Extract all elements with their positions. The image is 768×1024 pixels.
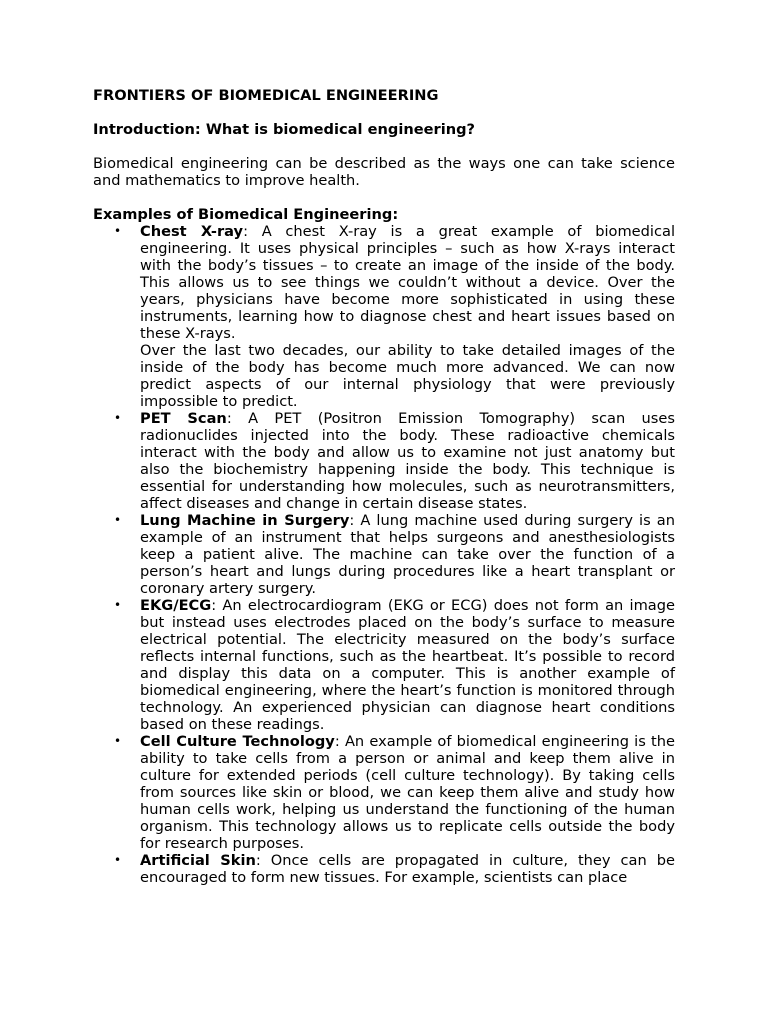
- list-item-text: [140, 512, 675, 597]
- bullet-icon: •: [114, 411, 122, 425]
- list-item-lung-machine: [93, 512, 675, 597]
- list-item-extra-paragraph: Over the last two decades, our ability to take detailed images of the inside of the body has become much more advanced. We can now predict aspects of our internal physiology that were previously impossible to predict.: [140, 342, 675, 410]
- list-item-text: [140, 410, 675, 512]
- list-item-text: [140, 852, 675, 886]
- bullet-icon: •: [114, 734, 122, 748]
- term-label: EKG/ECG: [140, 597, 212, 614]
- list-item-text: [140, 597, 675, 733]
- list-item-text: [140, 223, 675, 342]
- term-description: : A PET (Positron Emission Tomography) scan uses radionuclides injected into the body. These radioactive chemicals interact with the body and allow us to examine not just anatomy but also the biochemistry happening inside the body. This technique is essential for understanding how molecules, such as neurotransmitters, affect diseases and change in certain disease states.: [140, 410, 675, 512]
- term-label: PET Scan: [140, 410, 227, 427]
- list-item-pet-scan: [93, 410, 675, 512]
- term-label: Cell Culture Technology: [140, 733, 335, 750]
- intro-paragraph: Biomedical engineering can be described as the ways one can take science and mathematics to improve health.: [93, 155, 675, 189]
- bullet-icon: •: [114, 224, 122, 238]
- bullet-icon: •: [114, 513, 122, 527]
- term-label: Artificial Skin: [140, 852, 256, 869]
- bullet-icon: •: [114, 853, 122, 867]
- examples-heading: Examples of Biomedical Engineering:: [93, 206, 399, 223]
- term-description: : A chest X-ray is a great example of biomedical engineering. It uses physical principles – such as how X-rays interact with the body’s tissues – to create an image of the inside of the body. This allows us to see things we couldn’t without a device. Over the years, physicians have become more sophisticated in using these instruments, learning how to diagnose chest and heart issues based on these X-rays.: [140, 223, 676, 342]
- intro-heading: Introduction: What is biomedical engineering?: [93, 121, 476, 138]
- term-description: : An electrocardiogram (EKG or ECG) does not form an image but instead uses electrodes placed on the body’s surface to measure electrical potential. The electricity measured on the body’s surface reflects internal functions, such as the heartbeat. It’s possible to record and display this data on a computer. This is another example of biomedical engineering, where the heart’s function is monitored through technology. An experienced physician can diagnose heart conditions based on these readings.: [140, 597, 675, 733]
- list-item-text: [140, 733, 675, 852]
- document-title: FRONTIERS OF BIOMEDICAL ENGINEERING: [93, 87, 439, 104]
- term-description: : Once cells are propagated in culture, they can be encouraged to form new tissues. For example, scientists can place: [140, 852, 675, 886]
- term-description: : An example of biomedical engineering is the ability to take cells from a person or animal and keep them alive in culture for extended periods (cell culture technology). By taking cells from sources like skin or blood, we can keep them alive and study how human cells work, helping us understand the functioning of the human organism. This technology allows us to replicate cells outside the body for research purposes.: [140, 733, 675, 852]
- list-item-artificial-skin: [93, 852, 675, 886]
- document-page: [93, 87, 675, 886]
- term-label: Chest X-ray: [140, 223, 244, 240]
- list-item-ekg-ecg: [93, 597, 675, 733]
- list-item-cell-culture: [93, 733, 675, 852]
- list-item-chest-xray: [93, 223, 675, 410]
- examples-list: [93, 223, 675, 886]
- term-label: Lung Machine in Surgery: [140, 512, 350, 529]
- bullet-icon: •: [114, 598, 122, 612]
- term-description: : A lung machine used during surgery is an example of an instrument that helps surgeons and anesthesiologists keep a patient alive. The machine can take over the function of a person’s heart and lungs during procedures like a heart transplant or coronary artery surgery.: [140, 512, 675, 597]
